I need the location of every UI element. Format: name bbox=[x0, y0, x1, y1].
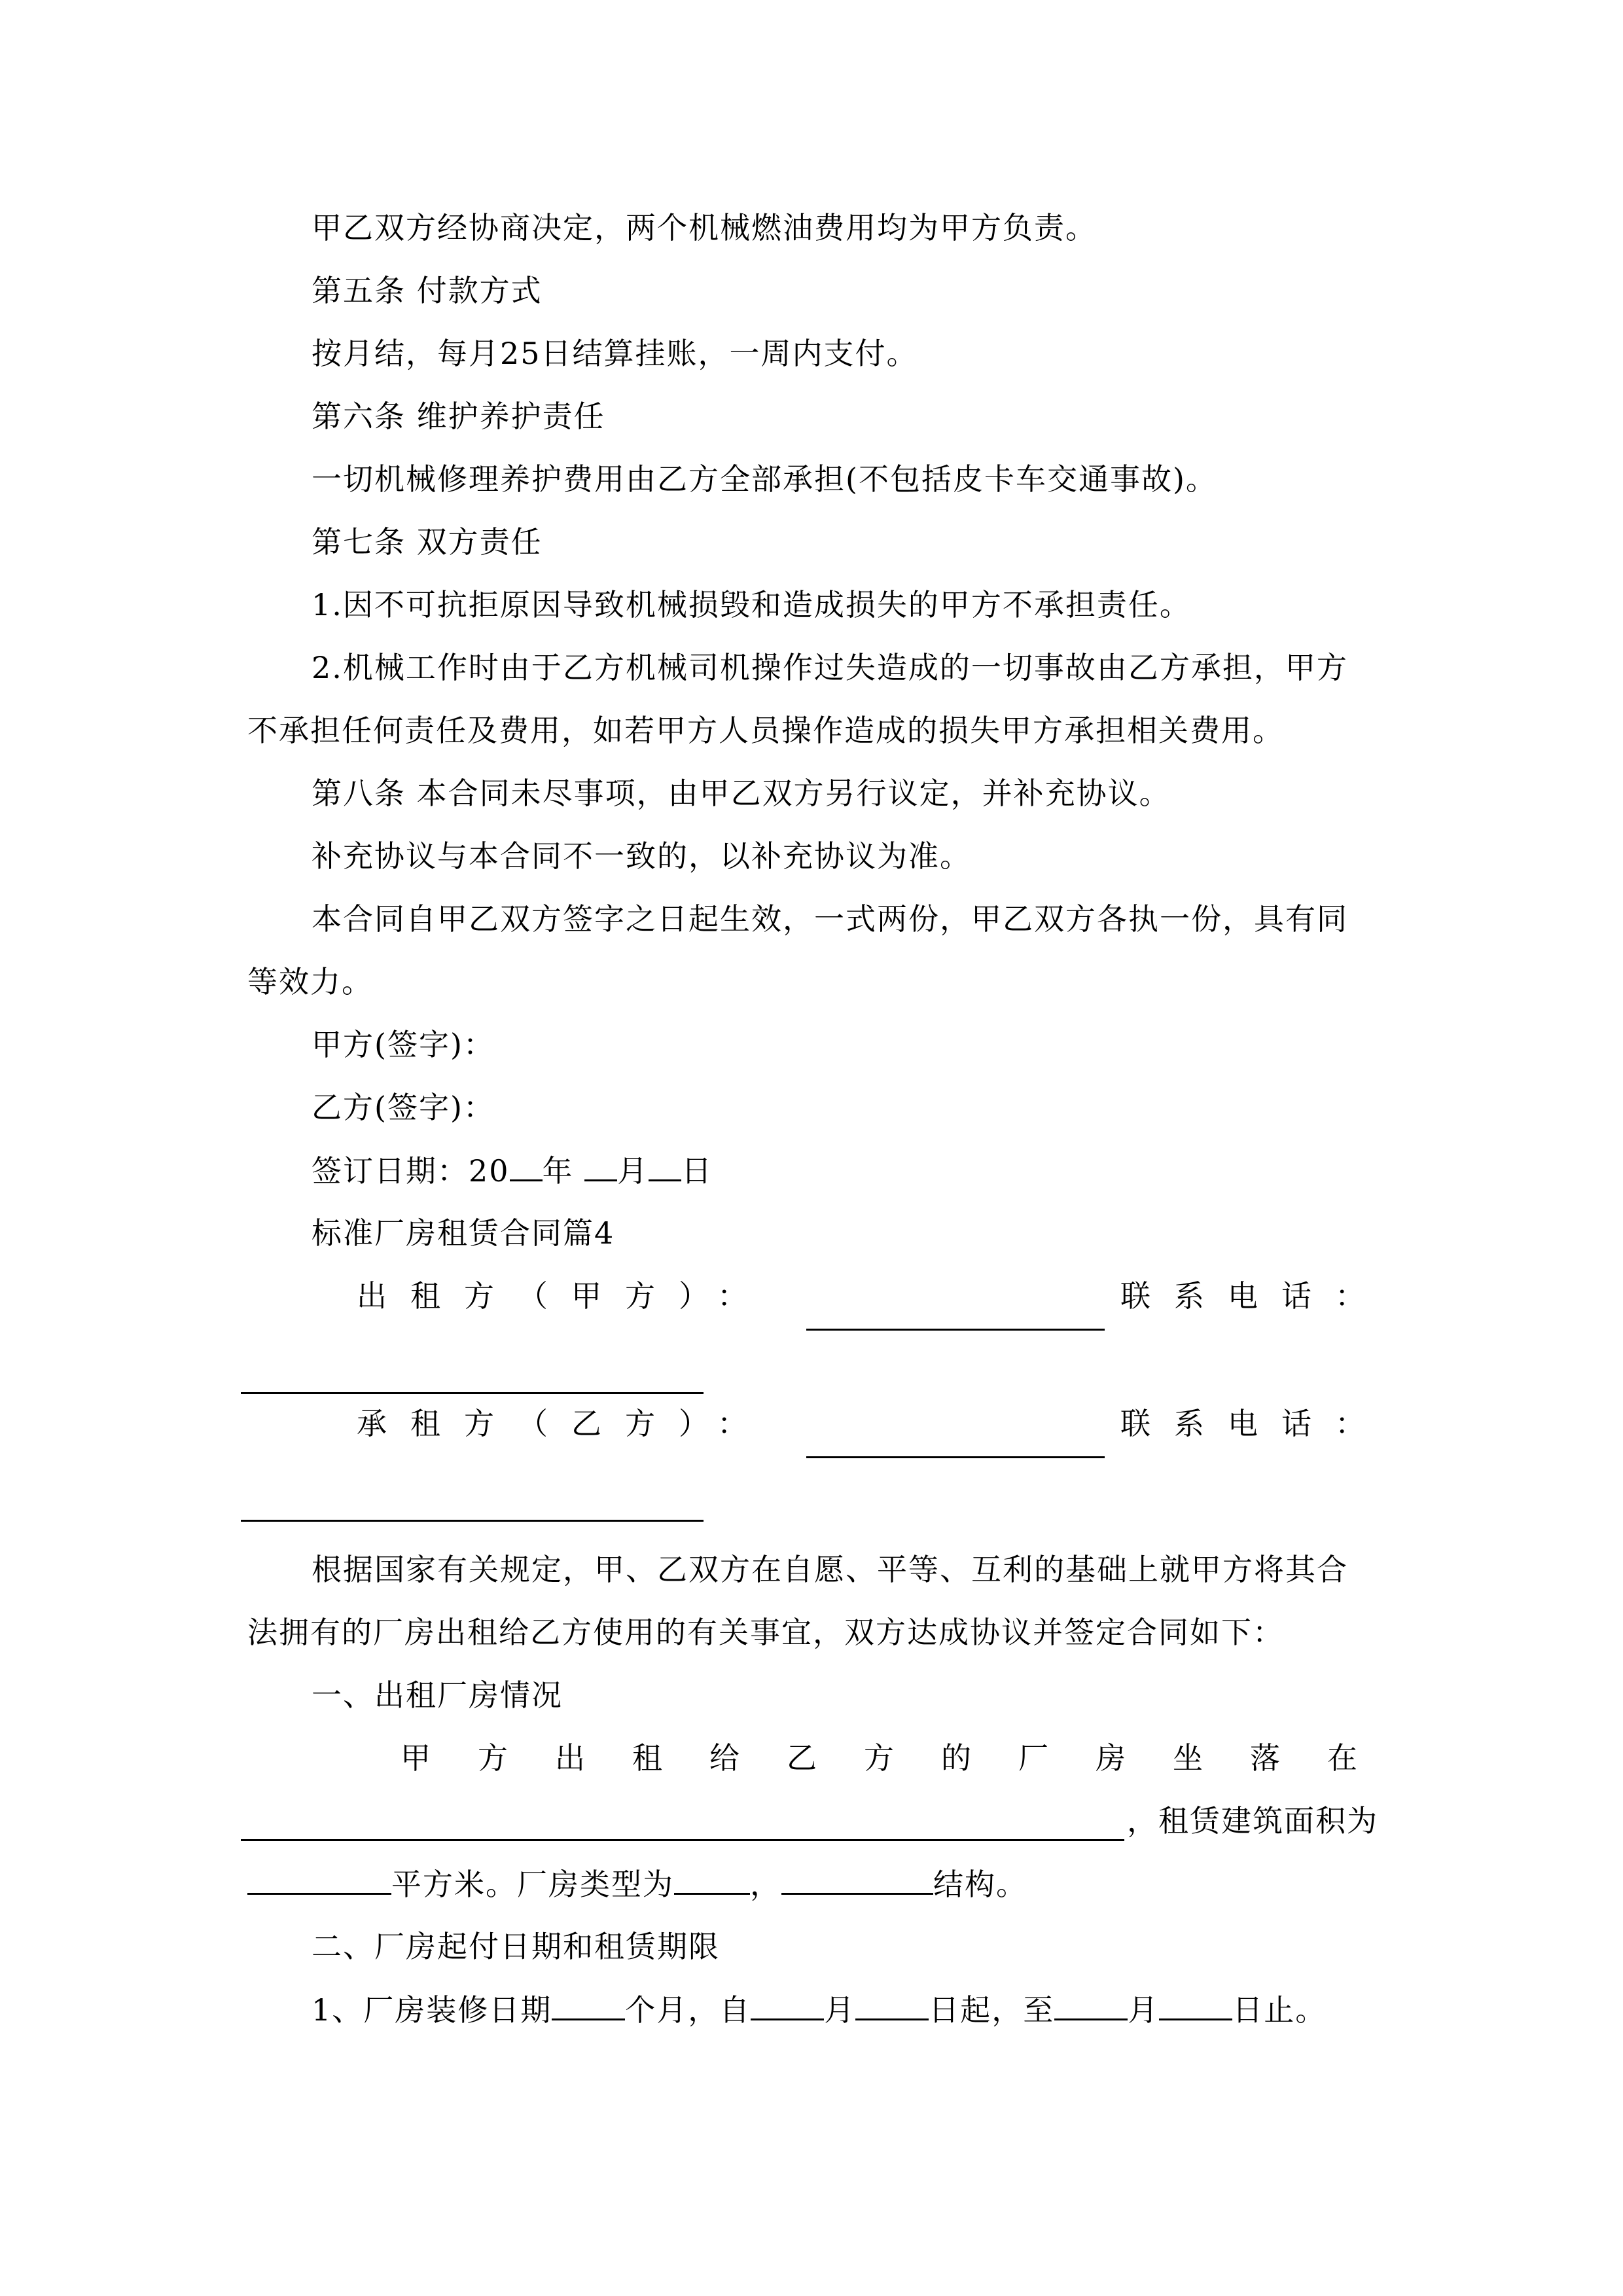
from-day-blank[interactable] bbox=[855, 1990, 929, 2020]
type-comma: ， bbox=[750, 1867, 781, 1902]
article-7-item-1: 1.因不可抗拒原因导致机械损毁和造成损失的甲方不承担责任。 bbox=[312, 587, 1191, 622]
month-blank[interactable] bbox=[584, 1151, 617, 1181]
section-2-heading: 二、厂房起付日期和租赁期限 bbox=[312, 1929, 720, 1964]
to-month-blank[interactable] bbox=[1054, 1990, 1128, 2020]
signing-date bbox=[312, 1151, 1374, 1191]
article-5-body: 按月结，每月25日结算挂账，一周内支付。 bbox=[312, 336, 918, 371]
structure-label: 结构。 bbox=[933, 1867, 1027, 1902]
lessor-name-blank[interactable] bbox=[806, 1329, 1105, 1331]
renovation-months-blank[interactable] bbox=[552, 1990, 625, 2020]
sqm-label: 平方米。厂房类型为 bbox=[391, 1867, 674, 1902]
lessee-phone-label: 联系电话： bbox=[1120, 1406, 1389, 1441]
section-2-item-1 bbox=[312, 1990, 1374, 2030]
article-5-heading: 第五条 付款方式 bbox=[312, 273, 543, 308]
structure-blank[interactable] bbox=[781, 1864, 933, 1895]
article-7-item-2-cont: 不承担任何责任及费用，如若甲方人员操作造成的损失甲方承担相关费用。 bbox=[247, 713, 1284, 748]
from-label: 个月，自 bbox=[625, 1992, 751, 2028]
effect-clause: 本合同自甲乙双方签字之日起生效，一式两份，甲乙双方各执一份，具有同 bbox=[312, 901, 1348, 937]
month-label: 月 bbox=[617, 1153, 649, 1189]
section-1-heading: 一、出租厂房情况 bbox=[312, 1677, 563, 1713]
article-8: 第八条 本合同未尽事项，由甲乙双方另行议定，并补充协议。 bbox=[312, 776, 1171, 811]
year-label: 年 bbox=[542, 1153, 574, 1189]
day-label: 日 bbox=[681, 1153, 713, 1189]
contract-4-intro-cont: 法拥有的厂房出租给乙方使用的有关事宜，双方达成协议并签定合同如下： bbox=[247, 1615, 1284, 1650]
renovation-label: 1、厂房装修日期 bbox=[312, 1992, 552, 2028]
article-7-item-2: 2.机械工作时由于乙方机械司机操作过失造成的一切事故由乙方承担，甲方 bbox=[312, 650, 1348, 685]
area-blank[interactable] bbox=[247, 1864, 391, 1895]
area-type-line bbox=[247, 1864, 1374, 1904]
lessee-phone-blank[interactable] bbox=[241, 1520, 704, 1522]
party-a-signature: 甲方(签字)： bbox=[312, 1027, 495, 1062]
to-day-blank[interactable] bbox=[1159, 1990, 1232, 2020]
year-blank[interactable] bbox=[510, 1151, 543, 1181]
article-7-heading: 第七条 双方责任 bbox=[312, 524, 543, 560]
party-b-signature: 乙方(签字)： bbox=[312, 1090, 495, 1125]
article-6-heading: 第六条 维护养护责任 bbox=[312, 399, 605, 434]
contract-4-intro: 根据国家有关规定，甲、乙双方在自愿、平等、互利的基础上就甲方将其合 bbox=[312, 1552, 1348, 1587]
from-month-label: 月 bbox=[824, 1992, 856, 2028]
lessor-label: 出租方（甲方）： bbox=[357, 1278, 771, 1314]
effect-clause-cont: 等效力。 bbox=[247, 964, 373, 999]
lessee-label: 承租方（乙方）： bbox=[357, 1406, 771, 1441]
article-6-body: 一切机械修理养护费用由乙方全部承担(不包括皮卡车交通事故)。 bbox=[312, 461, 1217, 497]
lessee-name-blank[interactable] bbox=[806, 1456, 1105, 1458]
day-blank[interactable] bbox=[649, 1151, 681, 1181]
from-month-blank[interactable] bbox=[751, 1990, 824, 2020]
type-blank[interactable] bbox=[674, 1864, 750, 1895]
to-label: 日起，至 bbox=[929, 1992, 1055, 2028]
lessor-phone-blank[interactable] bbox=[241, 1392, 704, 1394]
contract-4-title: 标准厂房租赁合同篇4 bbox=[312, 1215, 615, 1251]
end-label: 日止。 bbox=[1232, 1992, 1327, 2028]
paragraph-fuel-cost: 甲乙双方经协商决定，两个机械燃油费用均为甲方负责。 bbox=[312, 210, 1097, 245]
supplement-clause: 补充协议与本合同不一致的，以补充协议为准。 bbox=[312, 838, 971, 874]
to-month-label: 月 bbox=[1128, 1992, 1160, 2028]
area-label: ，租赁建筑面积为 bbox=[1127, 1803, 1378, 1839]
lessor-phone-label: 联系电话： bbox=[1120, 1278, 1389, 1314]
location-blank[interactable] bbox=[241, 1839, 1124, 1841]
signing-date-label: 签订日期：20 bbox=[312, 1153, 510, 1189]
section-1-location-text: 甲方出租给乙方的厂房坐落在 bbox=[401, 1740, 1404, 1776]
